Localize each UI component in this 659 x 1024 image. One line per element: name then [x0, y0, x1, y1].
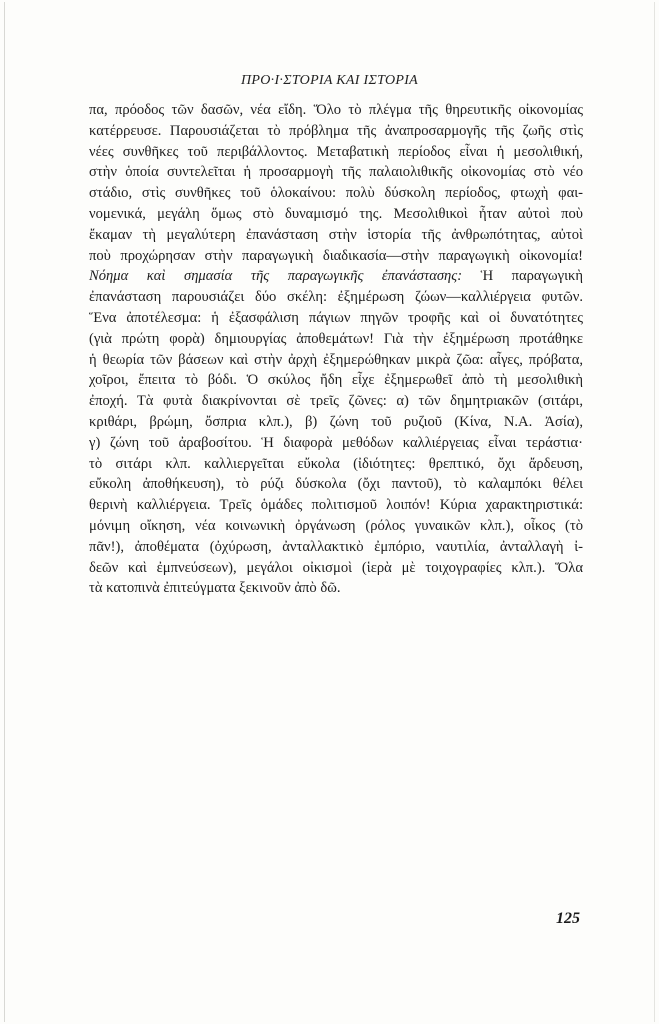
text-line: νέες συνθῆκες τοῦ περιβάλλοντος. Μεταβατικὴ περίοδος εἶναι ἡ μεσολιθική,: [89, 143, 583, 160]
text-line: θερινὴ καλλιέργεια. Τρεῖς ὁμάδες πολιτισμοῦ λοιπόν! Κύρια χαρακτηριστικά:: [89, 497, 583, 514]
italic-line-rest: Ἡ παραγωγικὴ: [462, 268, 583, 285]
running-head: ΠΡΟ·Ι·ΣΤΟΡΙΑ ΚΑΙ ΙΣΤΟΡΙΑ: [240, 73, 419, 88]
text-line: κριθάρι, βρώμη, ὄσπρια κλπ.), β) ζώνη τοῦ ρυζιοῦ (Κίνα, Ν.Α. Ἀσία),: [89, 413, 583, 430]
text-line: νομενικά, μεγάλη ὅμως στὸ δυναμισμό της. Μεσολιθικοὶ ἦταν αὐτοὶ ποὺ: [89, 205, 583, 222]
text-line: τὰ κατοπινὰ ἐπιτεύγματα ξεκινοῦν ἀπὸ δῶ.: [89, 580, 341, 597]
text-line: γ) ζώνη τοῦ ἀραβοσίτου. Ἡ διαφορὰ μεθόδων καλλιέργειας εἶναι τεράστια·: [89, 434, 583, 451]
text-line: στάδιο, στὶς συνθῆκες τοῦ ὁλοκαίνου: πολὺ δύσκολη περίοδος, φτωχὴ φαι-: [89, 185, 583, 202]
text-line: εὔκολη ἀποθήκευση), τὸ ρύζι δύσκολα (ὄχι παντοῦ), τὸ καλαμπόκι θέλει: [89, 476, 583, 493]
page-number: 125: [556, 910, 580, 927]
text-line: στὴν ὁποία συντελεῖται ἡ προσαρμογὴ τῆς παλαιολιθικῆς οἰκονομίας στὸ νέο: [89, 164, 583, 181]
italic-heading-line: [89, 266, 583, 287]
text-line: πᾶν!), ἀποθέματα (ὀχύρωση, ἀνταλλακτικὸ ἐμπόριο, ναυτιλία, ἀνταλλαγὴ ἰ-: [89, 538, 583, 555]
text-line: (γιὰ πρώτη φορὰ) δημιουργίας ἀποθεμάτων! Γιὰ τὴν ἐξημέρωση προτάθηκε: [89, 330, 583, 347]
italic-heading: Νόημα καὶ σημασία τῆς παραγωγικῆς ἐπανάστασης:: [89, 268, 463, 285]
text-line: τὸ σιτάρι κλπ. καλλιεργεῖται εὔκολα (ἰδιότητες: θρεπτικό, ὄχι ἄρδευση,: [89, 455, 583, 472]
text-line: Ἕνα ἀποτέλεσμα: ἡ ἐξασφάλιση πάγιων πηγῶν τροφῆς καὶ οἱ δυνατότητες: [89, 309, 583, 326]
text-line: μόνιμη οἴκηση, νέα κοινωνικὴ ὀργάνωση (ρόλος γυναικῶν κλπ.), οἶκος (τὸ: [89, 517, 583, 534]
text-line: κατέρρευσε. Παρουσιάζεται τὸ πρόβλημα τῆς ἀναπροσαρμογῆς τῆς ζωῆς στὶς: [89, 122, 583, 139]
text-line: ἡ θεωρία τῶν βάσεων καὶ στὴν ἀρχὴ ἐξημερώθηκαν μικρὰ ζῶα: αἶγες, πρόβατα,: [89, 351, 583, 368]
text-line: ἐποχή. Τὰ φυτὰ διακρίνονται σὲ τρεῖς ζῶνες: α) τῶν δημητριακῶν (σιτάρι,: [89, 393, 583, 410]
text-line: πα, πρόοδος τῶν δασῶν, νέα εἴδη. Ὅλο τὸ πλέγμα τῆς θηρευτικῆς οἰκονομίας: [89, 102, 583, 118]
text-line: ἐπανάσταση παρουσιάζει δύο σκέλη: ἐξημέρωση ζώων—καλλιέργεια φυτῶν.: [89, 289, 583, 306]
text-line: ἔκαμαν τὴ μεγαλύτερη ἐπανάσταση στὴν ἱστορία τῆς ἀνθρωπότητας, αὐτοὶ: [89, 226, 583, 243]
text-line: δεῶν καὶ ἐμπνεύσεων), μεγάλοι οἰκισμοὶ (ἱερὰ μὲ τοιχογραφίες κλπ.). Ὅλα: [89, 559, 583, 576]
body-text: [89, 100, 583, 599]
text-line: χοῖροι, ἔπειτα τὸ βόδι. Ὁ σκύλος ἤδη εἶχε ἐξημερωθεῖ ἀπὸ τὴ μεσολιθικὴ: [89, 372, 583, 389]
text-line: ποὺ προχώρησαν στὴν παραγωγικὴ διαδικασία—στὴν παραγωγικὴ οἰκονομία!: [89, 247, 583, 264]
